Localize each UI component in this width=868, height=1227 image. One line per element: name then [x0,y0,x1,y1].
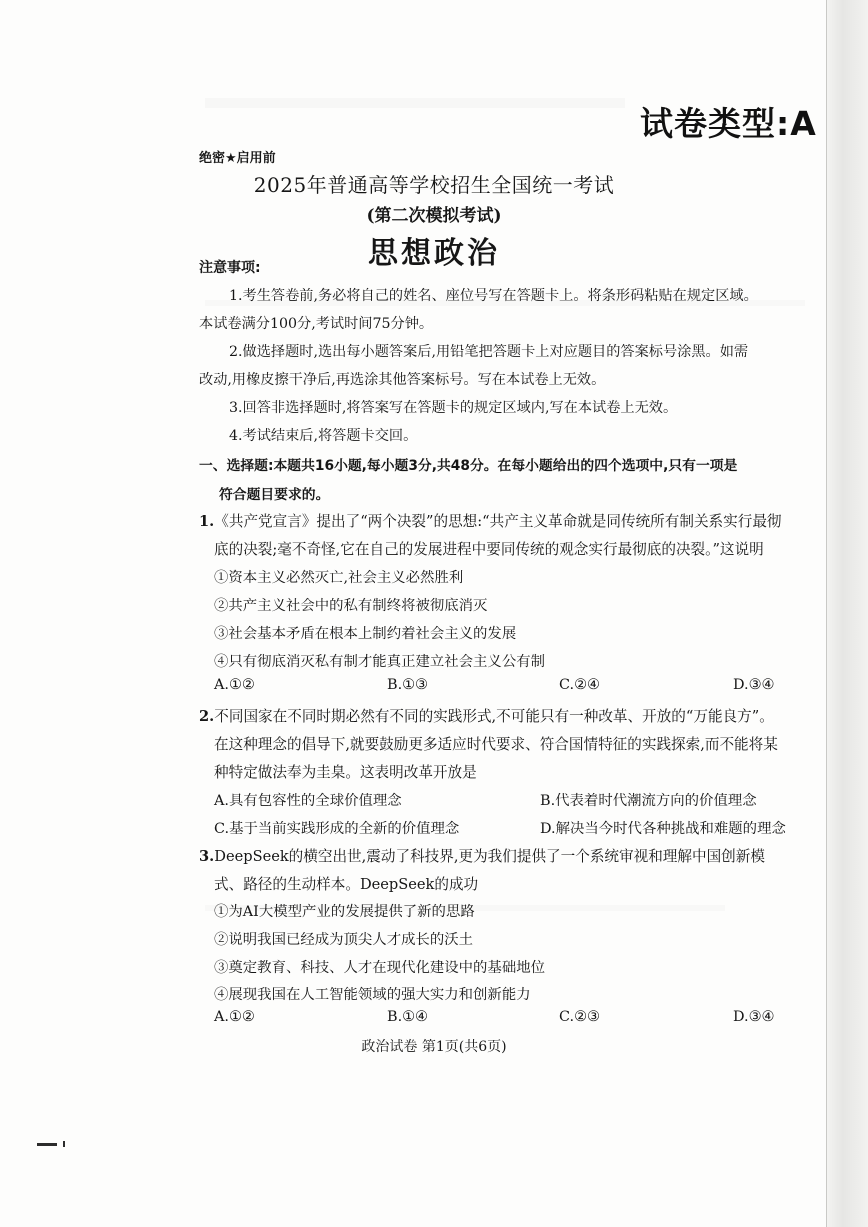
question-3-statement: ④展现我国在人工智能领域的强大实力和创新能力 [214,987,531,1003]
question-1-choice-a: A.①② [214,677,255,693]
notice-title: 注意事项: [199,260,261,276]
show-through-shadow [205,98,625,108]
question-2-stem-cont: 在这种理念的倡导下,就要鼓励更多适应时代要求、符合国情特征的实践探索,而不能将某 [214,736,778,753]
question-1-stem-cont: 底的决裂;毫不奇怪,它在自己的发展进程中要同传统的观念实行最彻底的决裂。”这说明 [214,541,764,558]
notice-item: 1.考生答卷前,务必将自己的姓名、座位号写在答题卡上。将条形码粘贴在规定区域。 [229,288,758,304]
question-3-choice-b: B.①④ [387,1009,428,1025]
notice-item: 改动,用橡皮擦干净后,再选涂其他答案标号。写在本试卷上无效。 [199,372,606,388]
section-heading-cont: 符合题目要求的。 [219,487,330,503]
question-2-choice-a: A.具有包容性的全球价值理念 [214,793,402,809]
scan-artifact [37,1143,57,1146]
question-3-statement: ①为AI大模型产业的发展提供了新的思路 [214,904,475,920]
question-3-statement: ②说明我国已经成为顶尖人才成长的沃土 [214,932,474,948]
secret-mark: 绝密★启用前 [199,151,276,166]
question-1-statement: ③社会基本矛盾在根本上制约着社会主义的发展 [214,626,517,642]
question-1-statement: ①资本主义必然灭亡,社会主义必然胜利 [214,570,464,586]
question-text: DeepSeek的横空出世,震动了科技界,更为我们提供了一个系统审视和理解中国创新模 [214,848,765,865]
question-number: 3. [199,848,215,865]
question-3-statement: ③奠定教育、科技、人才在现代化建设中的基础地位 [214,960,545,976]
section-heading: 一、选择题:本题共16小题,每小题3分,共48分。在每小题给出的四个选项中,只有一项是 [199,458,738,474]
question-1-choice-b: B.①③ [387,677,428,693]
question-1-choice-d: D.③④ [733,677,775,693]
question-2-choice-d: D.解决当今时代各种挑战和难题的理念 [540,821,786,837]
notice-item: 3.回答非选择题时,将答案写在答题卡的规定区域内,写在本试卷上无效。 [229,400,678,416]
question-2-choice-c: C.基于当前实践形成的全新的价值理念 [214,821,460,837]
question-2-choice-b: B.代表着时代潮流方向的价值理念 [540,793,757,809]
question-3-choice-c: C.②③ [559,1009,600,1025]
exam-subtitle: (第二次模拟考试) [366,206,502,226]
question-1-statement: ④只有彻底消灭私有制才能真正建立社会主义公有制 [214,654,545,670]
question-2-stem-cont: 种特定做法奉为圭臬。这表明改革开放是 [214,764,477,781]
question-number: 1. [199,513,215,530]
question-3-choice-d: D.③④ [733,1009,775,1025]
question-text: 《共产党宣言》提出了“两个决裂”的思想:“共产主义革命就是同传统所有制关系实行最彻 [214,513,782,530]
exam-title: 2025年普通高等学校招生全国统一考试 [253,173,615,197]
paper-type: 试卷类型:A [640,104,817,143]
question-3-choice-a: A.①② [214,1009,255,1025]
question-1-statement: ②共产主义社会中的私有制终将被彻底消灭 [214,598,488,614]
question-2-stem [199,705,774,726]
question-3-stem-cont: 式、路径的生动样本。DeepSeek的成功 [214,876,479,893]
subject-title: 思想政治 [368,236,500,271]
scan-artifact [63,1141,65,1147]
question-text: 不同国家在不同时期必然有不同的实践形式,不可能只有一种改革、开放的“万能良方”。 [214,708,774,725]
notice-item: 4.考试结束后,将答题卡交回。 [229,428,418,444]
notice-item: 本试卷满分100分,考试时间75分钟。 [199,316,434,332]
question-1-choice-c: C.②④ [559,677,600,693]
question-number: 2. [199,708,215,725]
page-footer: 政治试卷 第1页(共6页) [361,1039,507,1055]
question-3-stem [199,845,765,866]
question-1-stem [199,510,782,531]
notice-item: 2.做选择题时,选出每小题答案后,用铅笔把答题卡上对应题目的答案标号涂黑。如需 [229,344,749,360]
